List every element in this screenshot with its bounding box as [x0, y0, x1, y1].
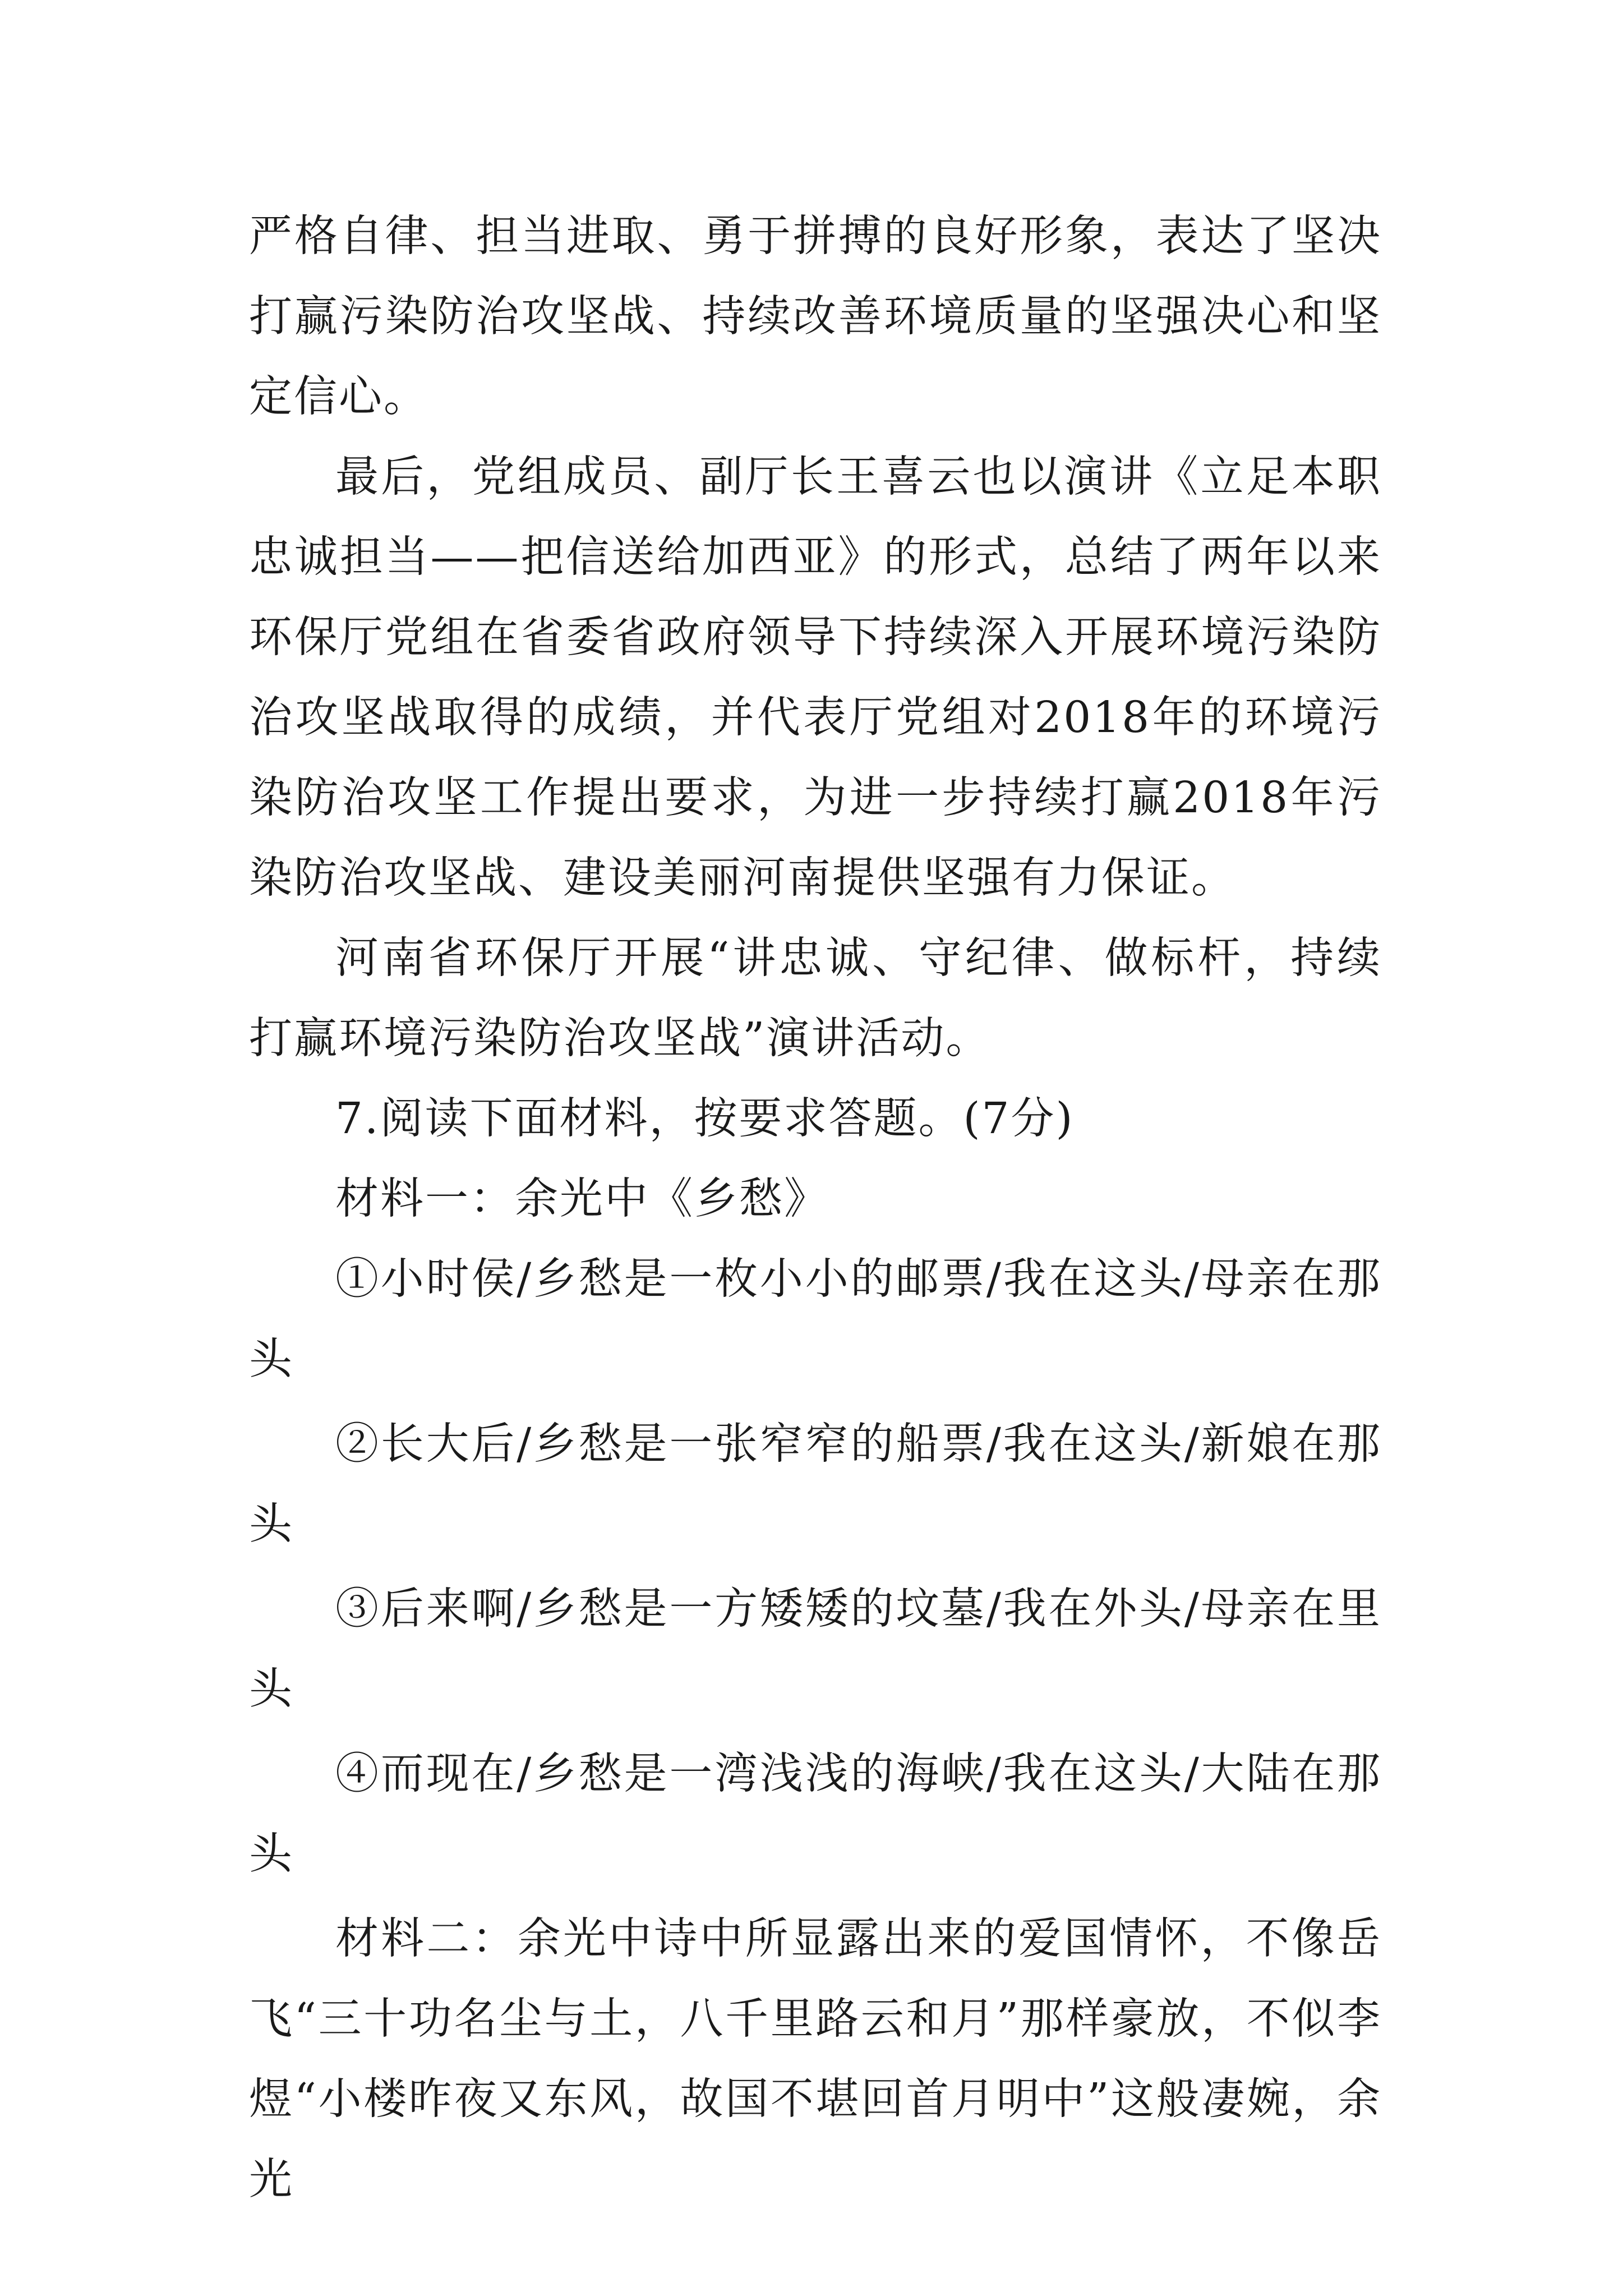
poem-stanza-1: ①小时侯/乡愁是一枚小小的邮票/我在这头/母亲在那头 — [249, 1254, 1382, 1384]
document-body — [249, 196, 1382, 2220]
poem-stanza-2: ②长大后/乡愁是一张窄窄的船票/我在这头/新娘在那头 — [249, 1419, 1382, 1549]
material-two-paragraph: 材料二：余光中诗中所显露出来的爱国情怀，不像岳飞“三十功名尘与土，八千里路云和月”那样豪放，不似李煜“小楼昨夜又东风，故国不堪回首月明中”这般凄婉，余光 — [249, 1914, 1382, 2205]
material-one-title: 材料一：余光中《乡愁》 — [335, 1174, 829, 1224]
paragraph-deputy-speech: 最后，党组成员、副厅长王喜云也以演讲《立足本职忠诚担当——把信送给加西亚》的形式，总结了两年以来环保厅党组在省委省政府领导下持续深入开展环境污染防治攻坚战取得的成绩，并代表厅党组对2018年的环境污染防治攻坚工作提出要求，为进一步持续打赢2018年污染防治攻坚战、建设美丽河南提供坚强有力保证。 — [249, 452, 1382, 903]
poem-stanza-3: ③后来啊/乡愁是一方矮矮的坟墓/我在外头/母亲在里头 — [249, 1584, 1382, 1714]
paragraph-environment-image: 严格自律、担当进取、勇于拼搏的良好形象，表达了坚决打赢污染防治攻坚战、持续改善环境质量的坚强决心和坚定信心。 — [249, 211, 1382, 422]
question-7-heading: 7.阅读下面材料，按要求答题。(7分) — [335, 1094, 1075, 1144]
paragraph-event-caption: 河南省环保厅开展“讲忠诚、守纪律、做标杆，持续打赢环境污染防治攻坚战”演讲活动。 — [249, 933, 1382, 1064]
poem-stanza-4: ④而现在/乡愁是一湾浅浅的海峡/我在这头/大陆在那头 — [249, 1749, 1382, 1879]
